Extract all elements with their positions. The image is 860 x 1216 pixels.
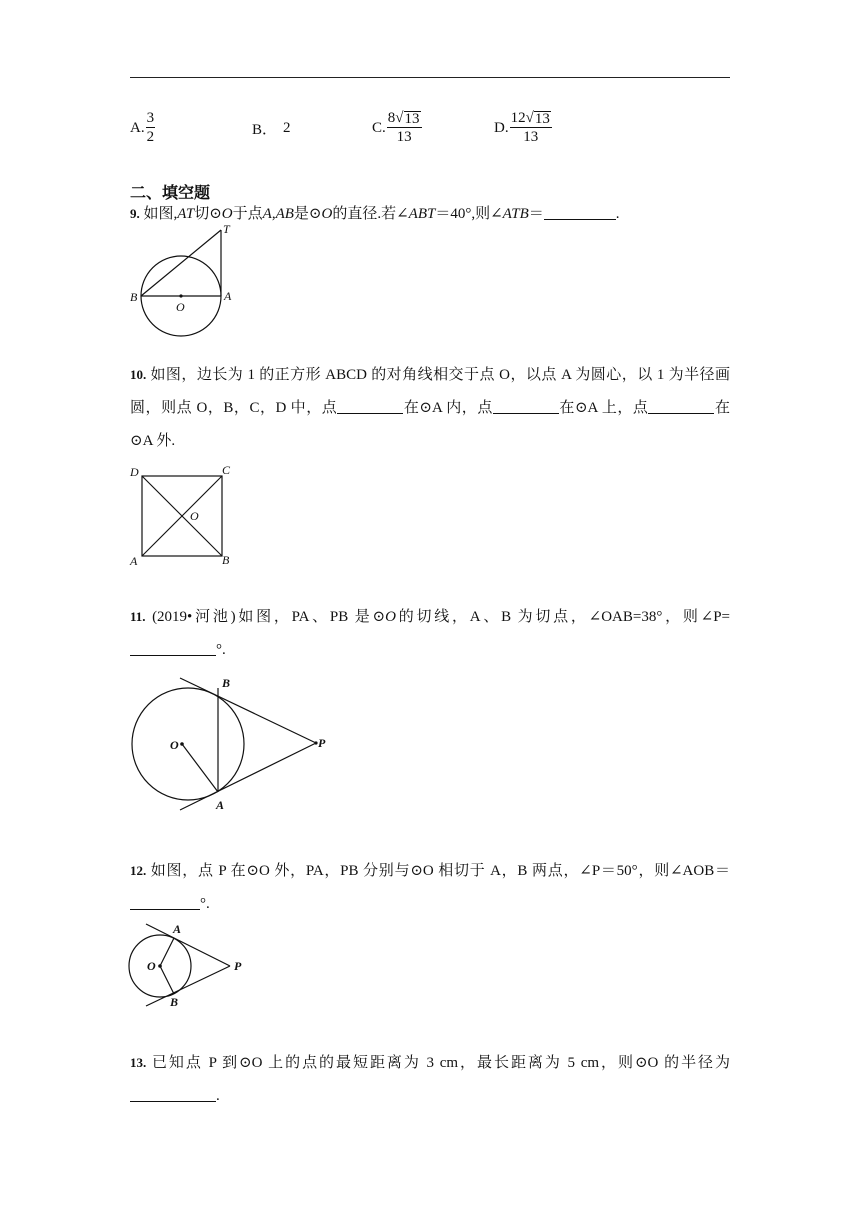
radius-oa xyxy=(182,744,218,792)
q10-text: 在⊙A 上，点 xyxy=(558,400,649,416)
q9-text: O xyxy=(221,206,233,222)
q11-text: (2019•河池)如图，PA、PB 是⊙ xyxy=(152,609,386,625)
label-c: C xyxy=(222,463,231,477)
radicand: 13 xyxy=(534,110,550,127)
question-number: 11. xyxy=(130,609,146,624)
circle-o xyxy=(132,688,244,800)
q9-text: ＝ xyxy=(528,206,544,222)
numerator xyxy=(387,110,422,128)
q10-text: 在⊙A 内，点 xyxy=(403,400,493,416)
fraction xyxy=(510,110,552,147)
q12-text: 如图，点 P 在⊙O 外，PA，PB 分别与⊙O 相切于 A，B 两点，∠P＝50°，则∠AOB＝ xyxy=(150,863,730,879)
q11-text: 的切线，A、B 为切点，∠OAB=38°，则∠P= xyxy=(395,609,731,625)
label-b: B xyxy=(130,290,138,304)
segment-bt xyxy=(141,230,221,296)
q10-text: 如图，边长为 1 的正方形 ABCD 的对角线相交于点 O，以点 A 为圆心，以 1 为半径画圆，则点 O，B，C，D 中，点 xyxy=(130,367,731,416)
q12-figure xyxy=(126,922,256,1010)
q9-text: ABT xyxy=(408,206,436,222)
fraction xyxy=(387,110,422,147)
q9-text: 切⊙ xyxy=(194,206,222,222)
label-d: D xyxy=(130,465,139,479)
q11-figure xyxy=(130,672,340,818)
radical-sign-icon: √ xyxy=(525,109,534,126)
q9-text: 是⊙ xyxy=(293,206,322,222)
q9-text: 于点 xyxy=(232,206,263,222)
radius-oa xyxy=(160,938,174,966)
question-13 xyxy=(130,1046,730,1113)
q13-text: . xyxy=(216,1088,220,1104)
label-p: P xyxy=(318,736,326,750)
q13-text: 已知点 P 到⊙O 上的点的最短距离为 3 cm，最长距离为 5 cm，则⊙O 的半径为 xyxy=(151,1055,730,1071)
q9-text: 如图, xyxy=(143,206,178,222)
q11-text: O xyxy=(385,609,396,625)
answer-blank[interactable] xyxy=(493,397,559,414)
label-a: A xyxy=(130,554,138,568)
label-b: B xyxy=(222,553,230,567)
q9-text: A xyxy=(262,206,272,222)
label-b: B xyxy=(170,995,179,1009)
q9-text: O xyxy=(321,206,333,222)
choice-letter: A. xyxy=(130,119,145,136)
center-point xyxy=(180,742,184,746)
center-point xyxy=(158,964,162,968)
q9-text: . xyxy=(615,206,620,222)
label-o: O xyxy=(170,738,179,752)
q11-text: °. xyxy=(216,642,226,658)
q9-text: ATB xyxy=(502,206,529,222)
q10-figure xyxy=(128,464,238,572)
radius-ob xyxy=(160,966,174,994)
question-number: 13. xyxy=(130,1055,147,1070)
answer-blank[interactable] xyxy=(130,639,216,656)
coefficient: 12 xyxy=(510,109,526,126)
choice-letter: D. xyxy=(494,119,509,136)
q9-text: AB xyxy=(275,206,294,222)
question-number: 12. xyxy=(130,863,147,878)
choice-letter: C. xyxy=(372,119,386,136)
q9-text: ＝40°,则∠ xyxy=(435,206,503,222)
answer-blank[interactable] xyxy=(544,203,616,220)
q9-text: AT xyxy=(177,206,195,222)
question-number: 9. xyxy=(130,206,140,221)
q9-text: 的直径.若∠ xyxy=(332,206,409,222)
answer-blank[interactable] xyxy=(130,893,200,910)
q12-text: °. xyxy=(200,896,210,912)
numerator: 3 xyxy=(146,109,155,126)
tangent-pa xyxy=(146,924,230,966)
header-rule xyxy=(130,77,730,78)
sqrt xyxy=(395,111,420,126)
q10-text: 在⊙A 外. xyxy=(130,400,730,449)
question-11 xyxy=(130,600,730,667)
label-o: O xyxy=(147,959,156,973)
q9-text: , xyxy=(271,206,276,222)
fraction xyxy=(146,110,156,147)
sqrt xyxy=(526,111,551,126)
question-number: 10. xyxy=(130,367,147,382)
label-o: O xyxy=(176,300,185,314)
coefficient: 8 xyxy=(387,109,396,126)
label-a: A xyxy=(216,798,225,812)
question-10 xyxy=(130,358,730,458)
answer-blank[interactable] xyxy=(130,1085,216,1102)
label-o: O xyxy=(190,509,199,523)
tangent-pb xyxy=(146,966,230,1006)
radical-sign-icon: √ xyxy=(395,109,404,126)
question-12 xyxy=(130,854,730,921)
choice-c xyxy=(372,106,422,150)
denominator: 13 xyxy=(396,128,412,145)
denominator: 2 xyxy=(146,128,155,145)
answer-blank[interactable] xyxy=(337,397,403,414)
choice-b xyxy=(252,106,291,150)
answer-blank[interactable] xyxy=(648,397,714,414)
tangent-pa xyxy=(180,743,316,810)
label-a: A xyxy=(173,922,182,936)
label-b: B xyxy=(222,676,231,690)
denominator: 13 xyxy=(523,128,539,145)
numerator xyxy=(510,110,552,128)
tangent-pb xyxy=(180,678,316,743)
choice-value: 2 xyxy=(283,119,291,136)
choice-letter: B． xyxy=(252,121,278,138)
center-point xyxy=(179,294,182,297)
radicand: 13 xyxy=(404,110,420,127)
label-t: T xyxy=(223,222,230,236)
label-p: P xyxy=(234,959,242,973)
label-a: A xyxy=(224,289,232,303)
choice-a xyxy=(130,106,155,150)
q9-figure xyxy=(125,222,245,342)
choice-d xyxy=(494,106,552,150)
section-title: 二、填空题 xyxy=(130,183,211,202)
